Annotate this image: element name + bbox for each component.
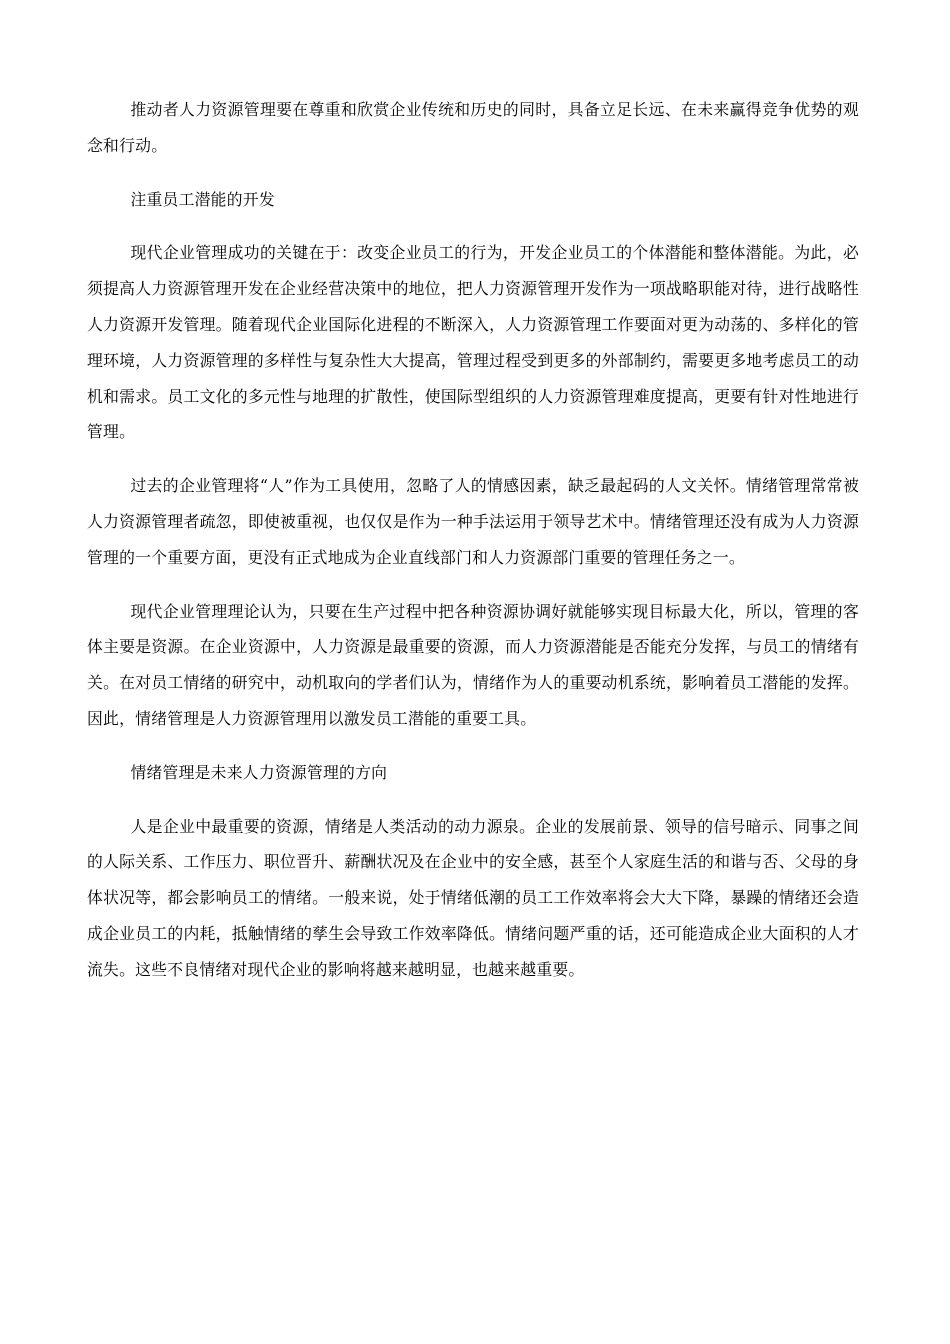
paragraph-management-theory: 现代企业管理理论认为，只要在生产过程中把各种资源协调好就能够实现目标最大化，所以，管理的客体主要是资源。在企业资源中，人力资源是最重要的资源，而人力资源潜能是否能充分发挥，与员工的情绪有关。在对员工情绪的研究中，动机取向的学者们认为，情绪作为人的重要动机系统，影响着员工潜能的发挥。因此，情绪管理是人力资源管理用以激发员工潜能的重要工具。 (87, 601, 859, 728)
paragraph-modern-management-key: 现代企业管理成功的关键在于：改变企业员工的行为，开发企业员工的个体潜能和整体潜能。为此，必须提高人力资源管理开发在企业经营决策中的地位，把人力资源管理开发作为一项战略职能对待，进行战略性人力资源开发管理。随着现代企业国际化进程的不断深入，人力资源管理工作要面对更为动荡的、多样化的管理环境，人力资源管理的多样性与复杂性大大提高，管理过程受到更多的外部制约，需要更多地考虑员工的动机和需求。员工文化的多元性与地理的扩散性，使国际型组织的人力资源管理难度提高，更要有针对性地进行管理。 (87, 243, 859, 442)
paragraph-promoter-role: 推动者人力资源管理要在尊重和欣赏企业传统和历史的同时，具备立足长远、在未来赢得竞争优势的观念和行动。 (87, 100, 859, 155)
paragraph-past-management: 过去的企业管理将“人”作为工具使用，忽略了人的情感因素，缺乏最起码的人文关怀。情绪管理常常被人力资源管理者疏忽，即使被重视，也仅仅是作为一种手法运用于领导艺术中。情绪管理还没有成为人力资源管理的一个重要方面，更没有正式地成为企业直线部门和人力资源部门重要的管理任务之一。 (87, 476, 859, 567)
section-heading-employee-potential: 注重员工潜能的开发 (130, 189, 275, 209)
document-page (87, 92, 859, 1006)
paragraph-people-resource: 人是企业中最重要的资源，情绪是人类活动的动力源泉。企业的发展前景、领导的信号暗示、同事之间的人际关系、工作压力、职位晋升、薪酬状况及在企业中的安全感，甚至个人家庭生活的和谐与否、父母的身体状况等，都会影响员工的情绪。一般来说，处于情绪低潮的员工工作效率将会大大下降，暴躁的情绪还会造成企业员工的内耗，抵触情绪的孳生会导致工作效率降低。情绪问题严重的话，还可能造成企业大面积的人才流失。这些不良情绪对现代企业的影响将越来越明显，也越来越重要。 (87, 816, 859, 979)
section-heading-emotion-management-future: 情绪管理是未来人力资源管理的方向 (130, 762, 388, 782)
